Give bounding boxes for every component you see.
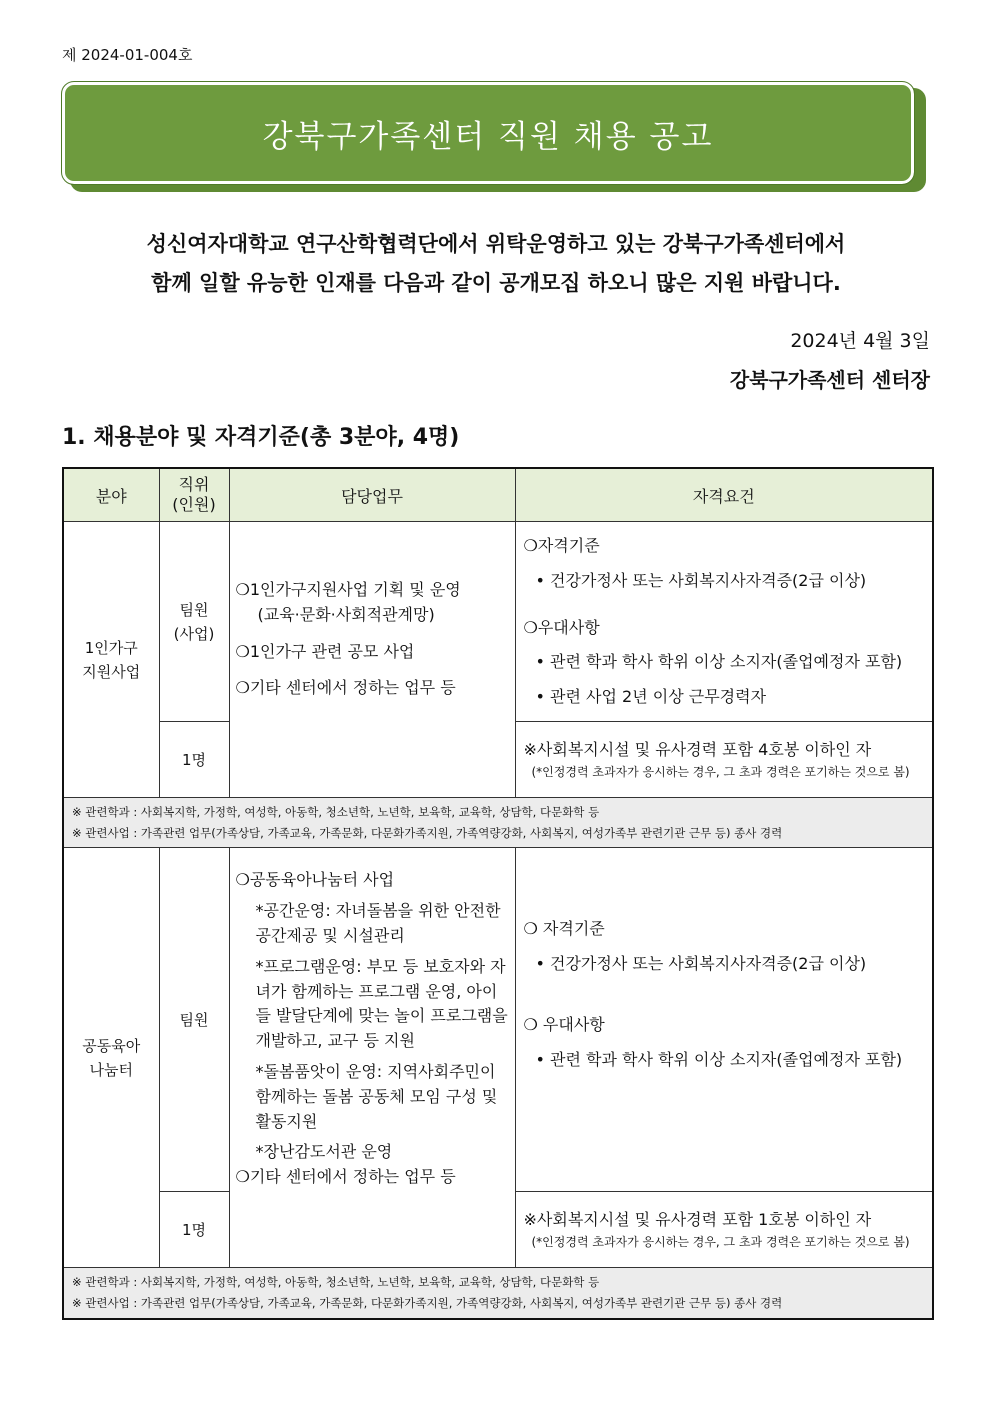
- position-cell: 팀원 (사업): [159, 522, 229, 722]
- header-position: 직위 (인원): [159, 468, 229, 522]
- pref-title: ❍우대사항: [523, 617, 600, 637]
- banner-title: 강북구가족센터 직원 채용 공고: [262, 118, 714, 155]
- career-text: ※사회복지시설 및 유사경력 포함 4호봉 이하인 자: [523, 739, 872, 759]
- pref-item: • 관련 사업 2년 이상 근무경력자: [535, 687, 767, 707]
- section-1-title: 1. 채용분야 및 자격기준(총 3분야, 4명): [62, 425, 460, 450]
- note-row: [63, 798, 933, 848]
- requirements-cell: [515, 848, 933, 1192]
- duty-item: *공간운영: 자녀돌봄을 위한 안전한 공간제공 및 시설관리: [255, 901, 501, 945]
- career-note: (*인정경력 초과자가 응시하는 경우, 그 초과 경력은 포기하는 것으로 봄): [531, 764, 910, 779]
- related-majors-note: ※ 관련학과 : 사회복지학, 가정학, 여성학, 아동학, 청소년학, 노년학, 보육학, 교육학, 상담학, 다문화학 등: [72, 1275, 600, 1290]
- qual-item: • 건강가정사 또는 사회복지사자격증(2급 이상): [535, 954, 867, 974]
- count-cell: 1명: [159, 1192, 229, 1268]
- document-number: 제 2024-01-004호: [62, 46, 193, 64]
- duty-item: *프로그램운영: 부모 등 보호자와 자녀가 함께하는 프로그램 운영, 아이들 발달단계에 맞는 놀이 프로그램을 개발하고, 교구 등 지원: [255, 956, 508, 1051]
- recruitment-table: [62, 467, 934, 1320]
- duty-item: ❍1인가구 관련 공모 사업: [235, 641, 415, 661]
- duty-item: *장난감도서관 운영: [255, 1142, 393, 1162]
- pref-item: • 관련 학과 학사 학위 이상 소지자(졸업예정자 포함): [535, 1049, 903, 1069]
- duties-cell: [229, 848, 515, 1268]
- duty-item: ❍공동육아나눔터 사업: [235, 870, 395, 890]
- pref-title: ❍ 우대사항: [523, 1014, 605, 1034]
- duties-cell: [229, 522, 515, 798]
- intro-line-1: 성신여자대학교 연구산학협력단에서 위탁운영하고 있는 강북구가족센터에서: [146, 232, 846, 256]
- career-text: ※사회복지시설 및 유사경력 포함 1호봉 이하인 자: [523, 1210, 872, 1230]
- header-duties: 담당업무: [229, 468, 515, 522]
- note-row: [63, 1268, 933, 1319]
- pref-item: • 관련 학과 학사 학위 이상 소지자(졸업예정자 포함): [535, 652, 903, 672]
- table-row: [63, 522, 933, 722]
- qual-title: ❍자격기준: [523, 536, 600, 555]
- announcement-date: 2024년 4월 3일: [790, 330, 930, 352]
- count-cell: 1명: [159, 722, 229, 798]
- header-requirements: 자격요건: [515, 468, 933, 522]
- header-field: 분야: [63, 468, 159, 522]
- title-banner: [62, 82, 914, 184]
- position-cell: 팀원: [159, 848, 229, 1192]
- table-header-row: [63, 468, 933, 522]
- career-note: (*인정경력 초과자가 응시하는 경우, 그 초과 경력은 포기하는 것으로 봄): [531, 1234, 910, 1249]
- field-cell: 1인가구 지원사업: [63, 522, 159, 798]
- field-cell: 공동육아 나눔터: [63, 848, 159, 1268]
- duty-item: (교육·문화·사회적관계망): [257, 604, 435, 624]
- note-cell: [63, 798, 933, 848]
- related-majors-note: ※ 관련학과 : 사회복지학, 가정학, 여성학, 아동학, 청소년학, 노년학, 보육학, 교육학, 상담학, 다문화학 등: [72, 805, 600, 819]
- table-row: [63, 848, 933, 1192]
- duty-item: ❍기타 센터에서 정하는 업무 등: [235, 1167, 456, 1187]
- note-cell: [63, 1268, 933, 1319]
- related-work-note: ※ 관련사업 : 가족관련 업무(가족상담, 가족교육, 가족문화, 다문화가족지원, 가족역량강화, 사회복지, 여성가족부 관련기관 근무 등) 종사 경력: [72, 1296, 783, 1311]
- requirements-cell: [515, 522, 933, 722]
- career-cell: [515, 1192, 933, 1268]
- qual-item: • 건강가정사 또는 사회복지사자격증(2급 이상): [535, 570, 867, 590]
- signer: 강북구가족센터 센터장: [729, 368, 930, 392]
- career-cell: [515, 722, 933, 798]
- duty-item: *돌봄품앗이 운영: 지역사회주민이 함께하는 돌봄 공동체 모임 구성 및 활동지원: [255, 1061, 498, 1131]
- duty-item: ❍1인가구지원사업 기획 및 운영: [235, 579, 461, 599]
- duty-item: ❍기타 센터에서 정하는 업무 등: [235, 678, 456, 698]
- intro-line-2: 함께 일할 유능한 인재를 다음과 같이 공개모집 하오니 많은 지원 바랍니다.: [151, 271, 841, 295]
- qual-title: ❍ 자격기준: [523, 919, 605, 939]
- related-work-note: ※ 관련사업 : 가족관련 업무(가족상담, 가족교육, 가족문화, 다문화가족지원, 가족역량강화, 사회복지, 여성가족부 관련기관 근무 등) 종사 경력: [72, 825, 783, 840]
